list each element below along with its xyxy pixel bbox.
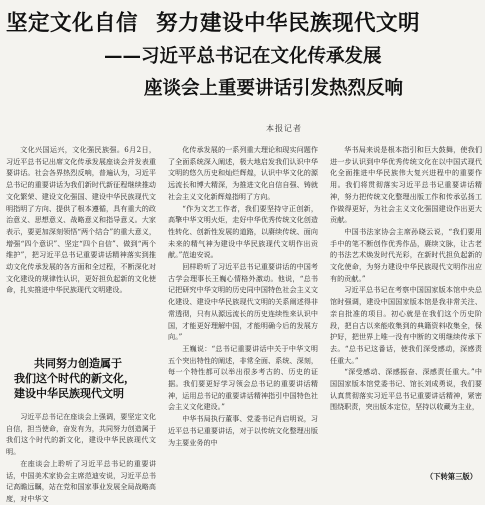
paragraph: 习近平总书记在考察中国国家版本馆中央总馆时强调，建设中国国家版本馆是我非常关注、亲自批准的项目。初心就是在我们这个历史阶段，把自古以来能收集到的典籍资料收集全，保护好，把世界上唯一没有中断的文明继续传承下去。“总书记这番话，使我们深受感动，深感责任重大。” xyxy=(330,285,482,365)
paragraph: “深受感动、深感振奋、深感责任重大。”中国国家版本馆党委书记、馆长刘成勇说，我们要认真贯彻落实习近平总书记重要讲话精神，紧密围绕职责，突出版本定位，坚持以收藏为主业， xyxy=(330,367,482,412)
section-subhead xyxy=(14,356,164,401)
article-column-1-lower xyxy=(6,411,156,503)
main-headline xyxy=(6,6,480,37)
headline-right: 努力建设中华民族现代文明 xyxy=(156,11,421,36)
article-column-3 xyxy=(330,144,482,464)
paragraph: 王巍说：“总书记重要讲话中关于中华文明五个突出特性的阐述，非常全面、系统、深刻，每一个特性都可以举出很多考古的、历史的证据。我们要更好学习领会总书记的重要讲话精神，运用总书记的重要讲话精神指引中国特色社会主义文化建设。” xyxy=(168,343,318,412)
byline: 本报记者 xyxy=(266,124,302,133)
paragraph: 在座谈会上聆听了习近平总书记的重要讲话，中国美术家协会主席范迪安说，习近平总书记高瞻远瞩，站在党和国家事业发展全局战略高度，对中华文 xyxy=(6,458,156,503)
subhead-line-3: 建设中华民族现代文明 xyxy=(14,387,124,400)
subtitle-line-1: ——习近平总书记在文化传承发展 xyxy=(104,46,382,67)
article-column-2 xyxy=(168,144,318,489)
paragraph: 华书局来说是根本指引和巨大鼓舞，使我们进一步认识到中华优秀传统文化在以中国式现代化全面推进中华民族伟大复兴进程中的重要作用。我们将贯彻落实习近平总书记重要讲话精神，努力把传统文化整理出版工作和传承弘扬工作做得更好，为社会主义文化强国建设作出更大贡献。 xyxy=(330,145,482,225)
subhead-line-2: 我们这个时代的新文化， xyxy=(14,372,135,385)
headline-left: 坚定文化自信 xyxy=(6,11,139,36)
subhead-line-1: 共同努力创造属于 xyxy=(34,357,122,370)
paragraph: 文化兴国运兴，文化强民族强。6月2日，习近平总书记出席文化传承发展座谈会并发表重要讲话。社会各界热烈反响，普遍认为，习近平总书记的重要讲话为我们新时代新征程继续推动文化繁荣、建设文化强国、建设中华民族现代文明指明了方向、提供了根本遵循，具有重大的政治意义、思想意义、战略意义和指导意义。大家表示，要更加深刻领悟“两个结合”的重大意义，增强“四个意识”、坚定“四个自信”、做到“两个维护”，把习近平总书记重要讲话精神落实到推动文化传承发展的各方面和全过程，不断深化对文化建设的规律性认识，更好担负起新的文化使命，扎实推进中华民族现代文明建设。 xyxy=(6,145,156,295)
paragraph: 中华书局执行董事、党委书记肖启明说，习近平总书记重要讲话，对于以传统文化整理出版为主要业务的中 xyxy=(168,414,318,447)
paragraph: 中国书法家协会主席孙晓云说，“我们要用手中的笔不断创作优秀作品，赓续文脉，让古老的书法艺术焕发时代光彩，在新时代担负起新的文化使命，为努力建设中华民族现代文明作出应有的贡献。” xyxy=(330,226,482,283)
article-column-1 xyxy=(6,144,156,352)
paragraph: “作为文艺工作者，我们要坚持守正创新，高擎中华文明火炬，走好中华优秀传统文化创造性转化、创新性发展的道路，以赓续传统、面向未来的精气神为建设中华民族现代文明作出贡献。”范迪安说。 xyxy=(168,203,318,260)
paragraph: 回样聆听了习近平总书记重要讲话的中国考古学会理事长王巍心情格外激动。他说，“总书记把研究中华文明的历史同中国特色社会主义文化建设、建设中华民族现代文明的关系阐述得非常透彻，只有从源远流长的历史连续性来认识中国，才能更好理解中国，才能明确今后的发展方向。” xyxy=(168,262,318,342)
continued-on-page-3: （下转第三版） xyxy=(425,472,477,481)
paragraph: 化传承发展的一系列重大理论和现实问题作了全面系统深入阐述，极大地启发我们认识中华文明的悠久历史和灿烂辉煌，认识中华文化的源远流长和博大精深，为推进文化自信自强、铸就社会主义文化新辉煌指明了方向。 xyxy=(168,145,318,201)
subtitle-line-2: 座谈会上重要讲话引发热烈反响 xyxy=(144,78,404,99)
paragraph: 习近平总书记在座谈会上强调，要坚定文化自信，担当使命，奋发有为，共同努力创造属于我们这个时代的新文化，建设中华民族现代文明。 xyxy=(6,412,156,457)
